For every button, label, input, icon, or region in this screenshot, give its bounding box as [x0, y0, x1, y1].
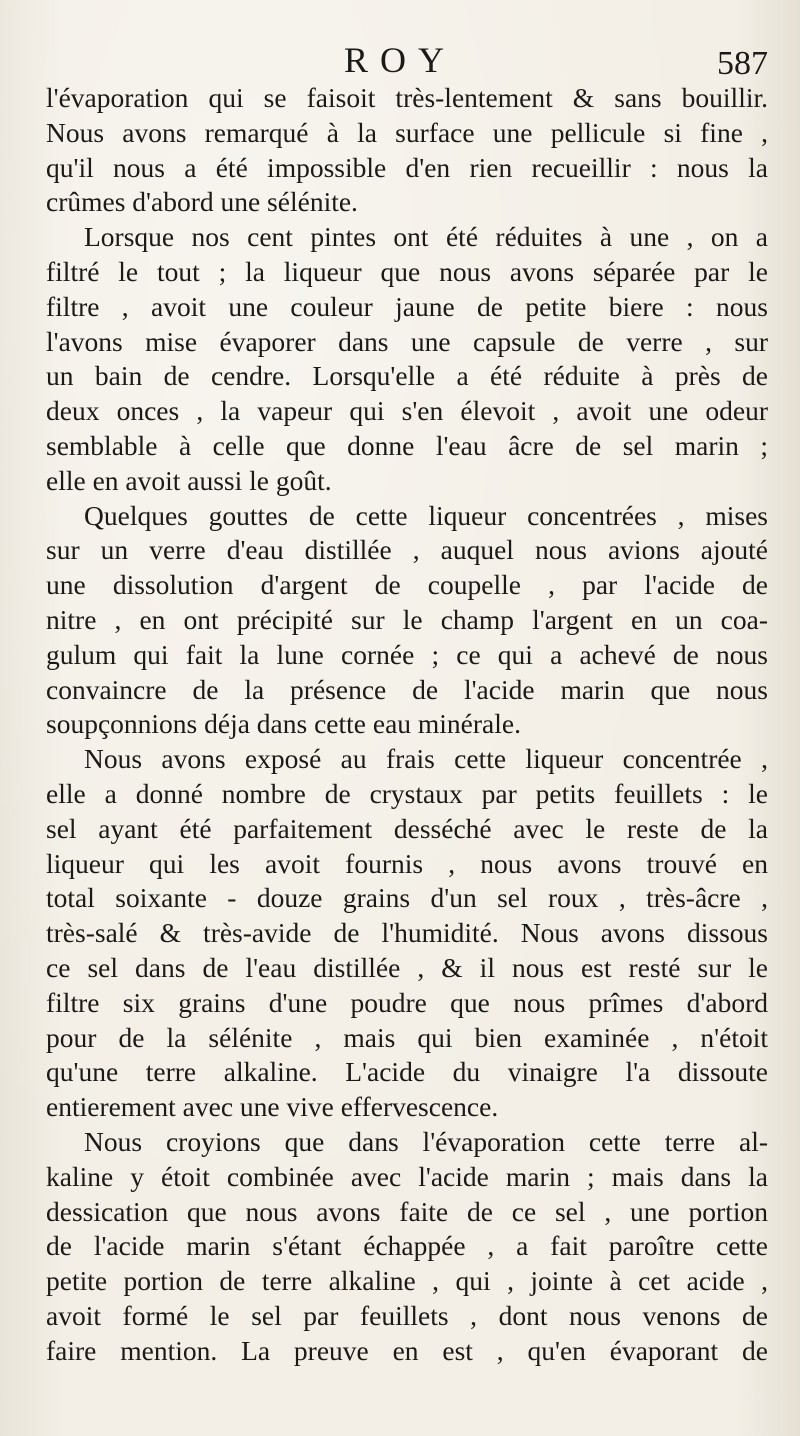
text-line: sel ayant été parfaitement desséché avec le reste de la: [46, 812, 768, 844]
text-line: de l'acide marin s'étant échappée , a fait paroître cette: [46, 1230, 768, 1262]
text-line: semblable à celle que donne l'eau âcre de sel marin ;: [46, 429, 768, 461]
text-line: l'avons mise évaporer dans une capsule de verre , sur: [46, 325, 768, 357]
text-line: Quelques gouttes de cette liqueur concentrées , mises: [84, 499, 768, 531]
text-line: kaline y étoit combinée avec l'acide marin ; mais dans la: [46, 1160, 768, 1192]
text-line: Nous croyions que dans l'évaporation cette terre al-: [84, 1125, 768, 1157]
text-line: gulum qui fait la lune cornée ; ce qui a achevé de nous: [46, 638, 768, 670]
page-number: 587: [717, 45, 768, 82]
text-line: soupçonnions déja dans cette eau minérale.: [46, 708, 521, 740]
text-line: liqueur qui les avoit fournis , nous avons trouvé en: [46, 847, 768, 879]
text-line: pour de la sélénite , mais qui bien examinée , n'étoit: [46, 1021, 768, 1053]
text-line: convaincre de la présence de l'acide marin que nous: [46, 673, 768, 705]
text-line: Nous avons remarqué à la surface une pellicule si fine ,: [46, 116, 768, 148]
text-line: très-salé & très-avide de l'humidité. Nous avons dissous: [46, 917, 768, 949]
text-line: l'évaporation qui se faisoit très-lentement & sans bouillir.: [46, 82, 768, 113]
text-line: faire mention. La preuve en est , qu'en évaporant de: [46, 1334, 768, 1366]
text-line: Lorsque nos cent pintes ont été réduites à une , on a: [84, 221, 768, 253]
text-line: deux onces , la vapeur qui s'en élevoit , avoit une odeur: [46, 395, 768, 427]
text-line: ce sel dans de l'eau distillée , & il nous est resté sur le: [46, 951, 768, 983]
text-line: petite portion de terre alkaline , qui , jointe à cet acide ,: [46, 1265, 768, 1297]
running-head: ROY: [343, 40, 456, 80]
text-line: un bain de cendre. Lorsqu'elle a été réduite à près de: [46, 360, 768, 392]
text-line: filtre six grains d'une poudre que nous prîmes d'abord: [46, 986, 768, 1018]
text-line: sur un verre d'eau distillée , auquel nous avions ajouté: [46, 534, 768, 566]
text-line: entierement avec une vive effervescence.: [46, 1091, 499, 1123]
text-line: avoit formé le sel par feuillets , dont nous venons de: [46, 1299, 768, 1331]
text-line: nitre , en ont précipité sur le champ l'argent en un coa-: [46, 603, 768, 635]
text-line: filtré le tout ; la liqueur que nous avons séparée par le: [46, 255, 768, 287]
text-line: Nous avons exposé au frais cette liqueur concentrée ,: [84, 743, 768, 775]
text-line: elle a donné nombre de crystaux par petits feuillets : le: [46, 777, 768, 809]
text-line: dessication que nous avons faite de ce sel , une portion: [46, 1195, 768, 1227]
text-line: filtre , avoit une couleur jaune de petite biere : nous: [46, 290, 768, 322]
text-line: une dissolution d'argent de coupelle , par l'acide de: [46, 569, 768, 601]
text-line: total soixante - douze grains d'un sel roux , très-âcre ,: [46, 882, 768, 914]
text-line: qu'il nous a été impossible d'en rien recueillir : nous la: [46, 151, 768, 183]
page-header: [0, 40, 800, 84]
text-line: elle en avoit aussi le goût.: [46, 464, 332, 496]
text-line: crûmes d'abord une sélénite.: [46, 186, 358, 218]
body-text: [46, 81, 768, 1368]
text-line: qu'une terre alkaline. L'acide du vinaigre l'a dissoute: [46, 1056, 768, 1088]
